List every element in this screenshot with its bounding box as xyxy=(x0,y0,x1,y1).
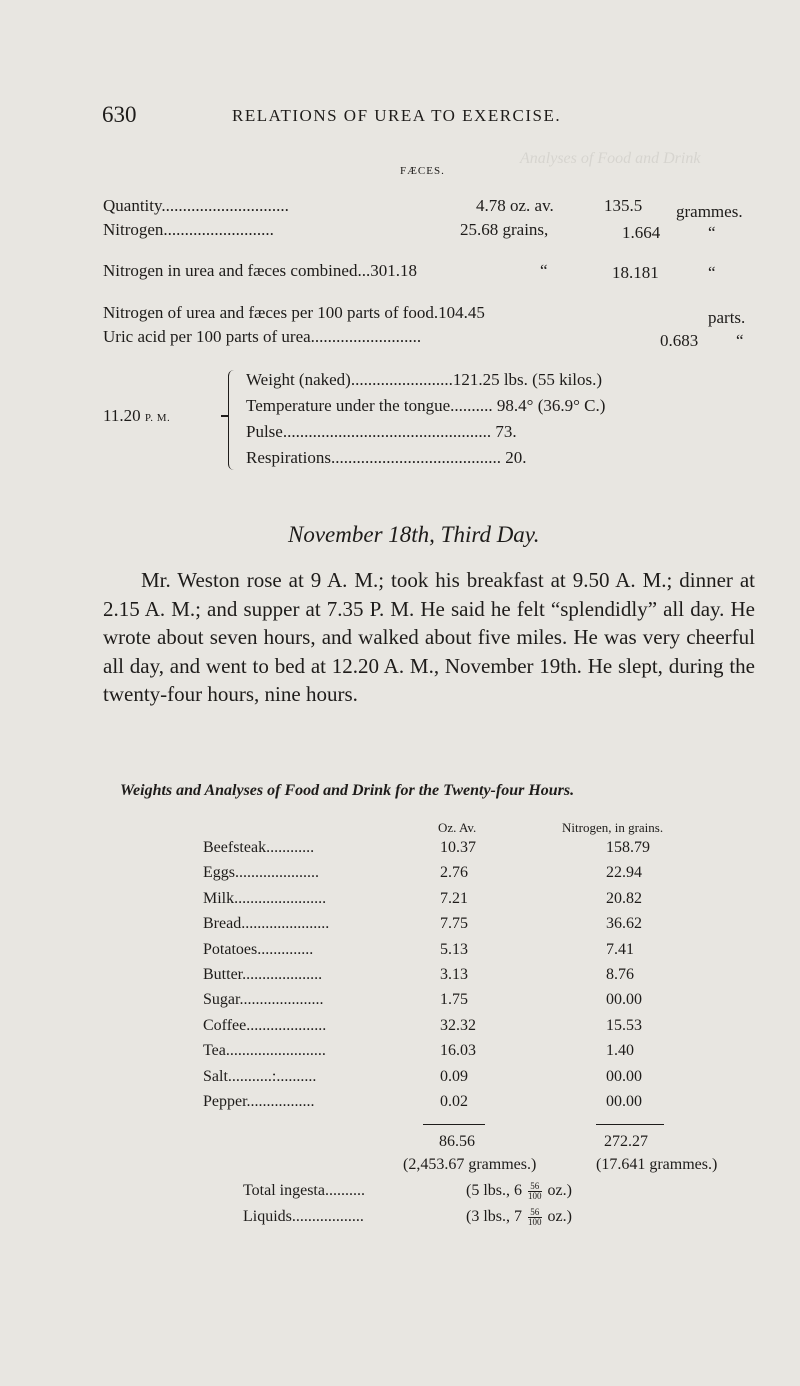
faeces-row-label: Nitrogen in urea and fæces combined...301.18 xyxy=(103,261,417,280)
faeces-row-v2: 0.683 xyxy=(660,331,699,350)
food-item-nitrogen: 00.00 xyxy=(606,1093,642,1110)
fraction-denominator: 100 xyxy=(528,1217,542,1227)
food-table-title: Weights and Analyses of Food and Drink for the Twenty-four Hours. xyxy=(120,782,575,799)
brace xyxy=(228,370,239,470)
sum-rule-oz xyxy=(423,1124,485,1125)
total-nitrogen-grammes: (17.641 grammes.) xyxy=(596,1156,718,1173)
food-item-label: Eggs..................... xyxy=(203,864,319,881)
ingesta-value xyxy=(466,1182,572,1201)
ingesta-lbs: (5 lbs., 6 xyxy=(466,1182,522,1200)
faeces-row-label: Quantity.............................. xyxy=(103,196,289,215)
total-oz: 86.56 xyxy=(439,1133,475,1150)
fraction-denominator: 100 xyxy=(528,1191,542,1201)
faeces-row-unit: “ xyxy=(708,263,716,282)
faeces-row-v2: 1.664 xyxy=(622,223,661,242)
food-item-label: Sugar..................... xyxy=(203,991,324,1008)
liquids-value xyxy=(466,1208,572,1227)
ingesta-oz-unit: oz.) xyxy=(547,1182,572,1200)
food-item-label: Salt...........:.......... xyxy=(203,1068,317,1085)
food-item-nitrogen: 158.79 xyxy=(606,839,650,856)
column-header-nitrogen: Nitrogen, in grains. xyxy=(562,820,664,835)
vitals-time-value: 11.20 xyxy=(103,406,141,425)
day-subheading: November 18th, Third Day. xyxy=(288,522,540,547)
liquids-label: Liquids.................. xyxy=(243,1208,364,1225)
fraction-numerator: 56 xyxy=(528,1208,542,1218)
food-item-nitrogen: 36.62 xyxy=(606,915,642,932)
faeces-row-v2: 135.5 xyxy=(604,196,643,215)
food-item-label: Pepper................. xyxy=(203,1093,315,1110)
faeces-row-label: Uric acid per 100 parts of urea.......................... xyxy=(103,327,422,346)
food-item-oz: 3.13 xyxy=(440,966,468,983)
faeces-row-label: Nitrogen of urea and fæces per 100 parts of food.104.45 xyxy=(103,303,485,322)
food-item-oz: 32.32 xyxy=(440,1017,476,1034)
faeces-row-unit: parts. xyxy=(708,308,746,327)
liquids-lbs: (3 lbs., 7 xyxy=(466,1208,522,1226)
food-item-oz: 0.02 xyxy=(440,1093,468,1110)
brace-tip xyxy=(221,415,229,417)
food-item-oz: 16.03 xyxy=(440,1042,476,1059)
food-item-label: Coffee.................... xyxy=(203,1017,327,1034)
food-item-nitrogen: 20.82 xyxy=(606,890,642,907)
food-item-label: Bread...................... xyxy=(203,915,330,932)
food-item-nitrogen: 8.76 xyxy=(606,966,634,983)
food-item-nitrogen: 22.94 xyxy=(606,864,642,881)
vitals-time xyxy=(103,406,170,426)
food-item-oz: 2.76 xyxy=(440,864,468,881)
faeces-row-unit: “ xyxy=(736,331,744,350)
ingesta-label: Total ingesta.......... xyxy=(243,1182,365,1199)
faeces-row-unit: grammes. xyxy=(676,202,743,221)
food-item-label: Beefsteak............ xyxy=(203,839,315,856)
food-item-nitrogen: 15.53 xyxy=(606,1017,642,1034)
vitals-pulse: Pulse................................................. 73. xyxy=(246,422,517,441)
food-item-nitrogen: 00.00 xyxy=(606,991,642,1008)
food-item-label: Potatoes.............. xyxy=(203,941,314,958)
food-item-label: Tea......................... xyxy=(203,1042,326,1059)
total-nitrogen: 272.27 xyxy=(604,1133,648,1150)
ingesta-fraction xyxy=(528,1182,542,1201)
faeces-row-label: Nitrogen.......................... xyxy=(103,220,274,239)
faeces-row-unit: “ xyxy=(708,223,716,242)
bleed-through: Analyses of Food and Drink xyxy=(520,150,701,167)
vitals-weight: Weight (naked)........................121.25 lbs. (55 kilos.) xyxy=(246,370,603,389)
faeces-section-label: FÆCES. xyxy=(400,165,445,177)
food-item-nitrogen: 7.41 xyxy=(606,941,634,958)
food-item-oz: 7.75 xyxy=(440,915,468,932)
food-item-oz: 0.09 xyxy=(440,1068,468,1085)
food-item-nitrogen: 1.40 xyxy=(606,1042,634,1059)
liquids-fraction xyxy=(528,1208,542,1227)
narrative-paragraph xyxy=(103,566,755,709)
total-grammes: (2,453.67 grammes.) xyxy=(403,1156,537,1173)
vitals-respirations: Respirations........................................ 20. xyxy=(246,448,527,467)
food-item-oz: 10.37 xyxy=(440,839,476,856)
faeces-row-v1: “ xyxy=(540,261,548,280)
column-header-oz: Oz. Av. xyxy=(438,820,477,835)
food-item-oz: 1.75 xyxy=(440,991,468,1008)
fraction-numerator: 56 xyxy=(528,1182,542,1192)
faeces-row-v2: 18.181 xyxy=(612,263,659,282)
food-item-label: Butter.................... xyxy=(203,966,323,983)
liquids-oz-unit: oz.) xyxy=(547,1208,572,1226)
food-item-oz: 5.13 xyxy=(440,941,468,958)
running-head: RELATIONS OF UREA TO EXERCISE. xyxy=(232,106,562,125)
sum-rule-nitrogen xyxy=(596,1124,664,1125)
food-item-oz: 7.21 xyxy=(440,890,468,907)
faeces-row-v1: 4.78 oz. av. xyxy=(476,196,554,215)
faeces-row-v1: 25.68 grains, xyxy=(460,220,549,239)
food-item-nitrogen: 00.00 xyxy=(606,1068,642,1085)
vitals-time-suffix: P. M. xyxy=(144,412,171,424)
paragraph-text: Mr. Weston rose at 9 A. M.; took his breakfast at 9.50 A. M.; dinner at 2.15 A. M.; and supper at 7.35 P. M. He said he felt “splendidly” all day. He wrote about seven hours, and walked about five miles. He was very cheerful all day, and went to bed at 12.20 A. M., November 19th. He slept, during the twenty-four hours, nine hours. xyxy=(103,568,755,706)
page-number: 630 xyxy=(102,102,137,127)
vitals-temperature: Temperature under the tongue.......... 98.4° (36.9° C.) xyxy=(246,396,606,415)
food-item-label: Milk....................... xyxy=(203,890,327,907)
